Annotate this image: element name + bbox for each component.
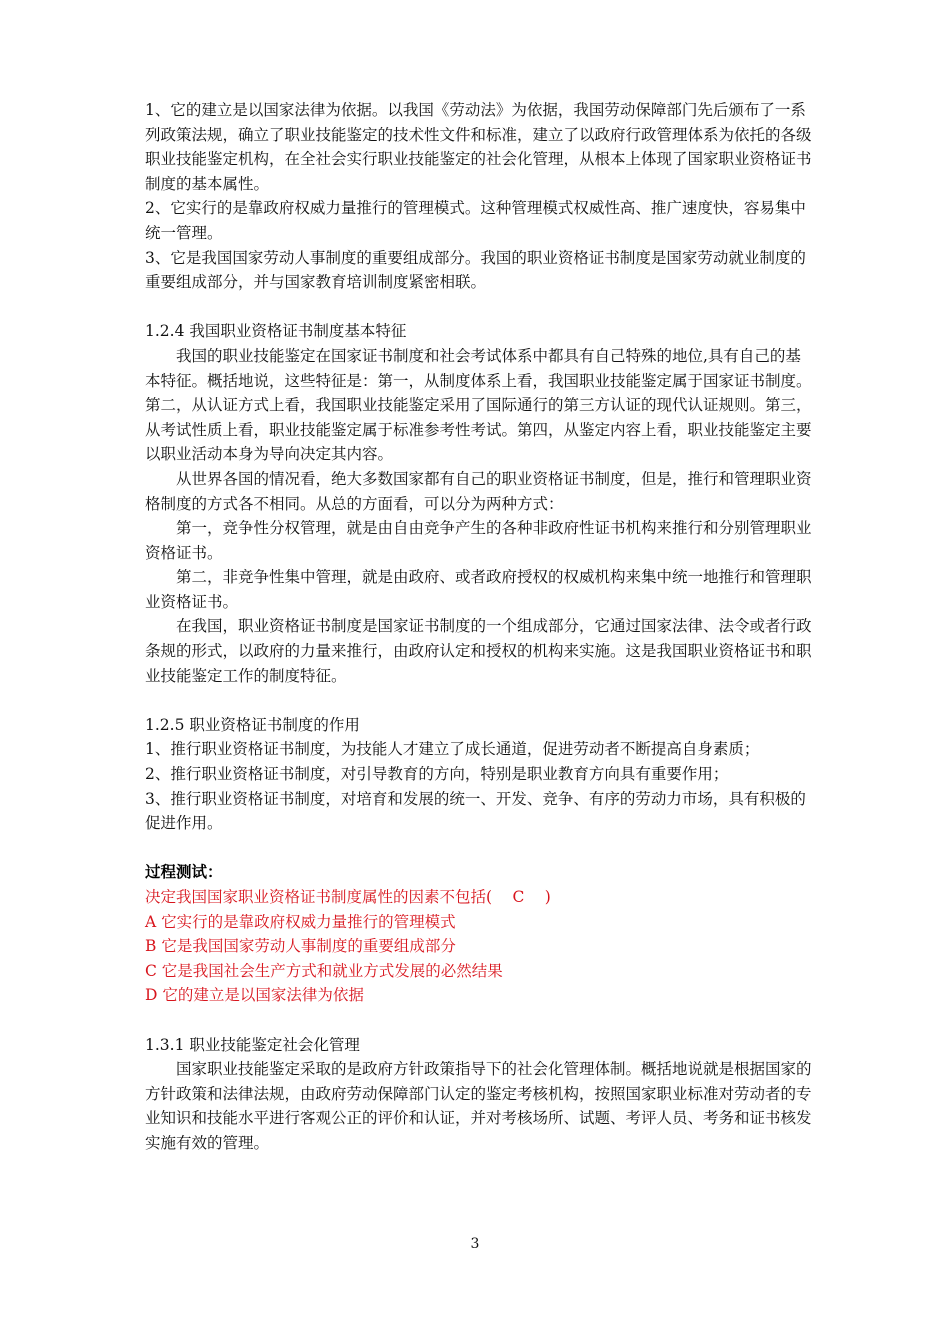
- paragraph: 我国的职业技能鉴定在国家证书制度和社会考试体系中都具有自己特殊的地位,具有自己的基本特征。概括地说，这些特征是：第一，从制度体系上看，我国职业技能鉴定属于国家证书制度。第二，从认证方式上看，我国职业技能鉴定采用了国际通行的第三方认证的现代认证规则。第三，从考试性质上看，职业技能鉴定属于标准参考性考试。第四，从鉴定内容上看，职业技能鉴定主要以职业活动本身为导向决定其内容。: [145, 346, 812, 464]
- paragraph: 从世界各国的情况看，绝大多数国家都有自己的职业资格证书制度，但是，推行和管理职业资格制度的方式各不相同。从总的方面看，可以分为两种方式：: [145, 469, 812, 513]
- spacer: [145, 1008, 813, 1033]
- section-heading: 1.2.4 我国职业资格证书制度基本特征: [145, 322, 407, 341]
- paragraph: 在我国，职业资格证书制度是国家证书制度的一个组成部分，它通过国家法律、法令或者行政条规的形式，以政府的力量来推行，由政府认定和授权的机构来实施。这是我国职业资格证书和职业技能鉴定工作的制度特征。: [145, 617, 812, 685]
- test-title: 过程测试：: [145, 862, 223, 882]
- page-content: [145, 98, 813, 1156]
- paragraph: 第二，非竞争性集中管理，就是由政府、或者政府授权的权威机构来集中统一地推行和管理职业资格证书。: [145, 568, 812, 611]
- spacer: [145, 836, 813, 861]
- list-item: 2、它实行的是靠政府权威力量推行的管理模式。这种管理模式权威性高、推广速度快，容易集中统一管理。: [145, 199, 806, 242]
- spacer: [145, 688, 813, 713]
- list-item: 3、推行职业资格证书制度，对培育和发展的统一、开发、竞争、有序的劳动力市场，具有积极的促进作用。: [145, 789, 806, 833]
- test-option-d: D 它的建立是以国家法律为依据: [145, 986, 364, 1005]
- test-option-a: A 它实行的是靠政府权威力量推行的管理模式: [145, 912, 456, 931]
- list-item: 1、推行职业资格证书制度，为技能人才建立了成长通道，促进劳动者不断提高自身素质；: [145, 740, 760, 759]
- paragraph: 第一，竞争性分权管理，就是由自由竞争产生的各种非政府性证书机构来推行和分别管理职业资格证书。: [145, 519, 812, 562]
- test-option-b: B 它是我国国家劳动人事制度的重要组成部分: [145, 937, 456, 956]
- section-heading: 1.2.5 职业资格证书制度的作用: [145, 715, 360, 734]
- test-option-c: C 它是我国社会生产方式和就业方式发展的必然结果: [145, 961, 503, 980]
- paragraph: 国家职业技能鉴定采取的是政府方针政策指导下的社会化管理体制。概括地说就是根据国家的方针政策和法律法规，由政府劳动保障部门认定的鉴定考核机构，按照国家职业标准对劳动者的专业知识和技能水平进行客观公正的评价和认证，并对考核场所、试题、考评人员、考务和证书核发实施有效的管理。: [145, 1060, 812, 1152]
- page-number: 3: [470, 1236, 480, 1252]
- test-question: 决定我国国家职业资格证书制度属性的因素不包括( C ): [145, 888, 551, 906]
- list-item: 3、它是我国国家劳动人事制度的重要组成部分。我国的职业资格证书制度是国家劳动就业制度的重要组成部分，并与国家教育培训制度紧密相联。: [145, 248, 806, 292]
- list-item: 2、推行职业资格证书制度，对引导教育的方向，特别是职业教育方向具有重要作用；: [145, 765, 729, 784]
- section-heading: 1.3.1 职业技能鉴定社会化管理: [145, 1035, 360, 1054]
- spacer: [145, 295, 813, 320]
- list-item: 1、它的建立是以国家法律为依据。以我国《劳动法》为依据，我国劳动保障部门先后颁布了一系列政策法规，确立了职业技能鉴定的技术性文件和标准，建立了以政府行政管理体系为依托的各级职业技能鉴定机构，在全社会实行职业技能鉴定的社会化管理，从根本上体现了国家职业资格证书制度的基本属性。: [145, 101, 812, 193]
